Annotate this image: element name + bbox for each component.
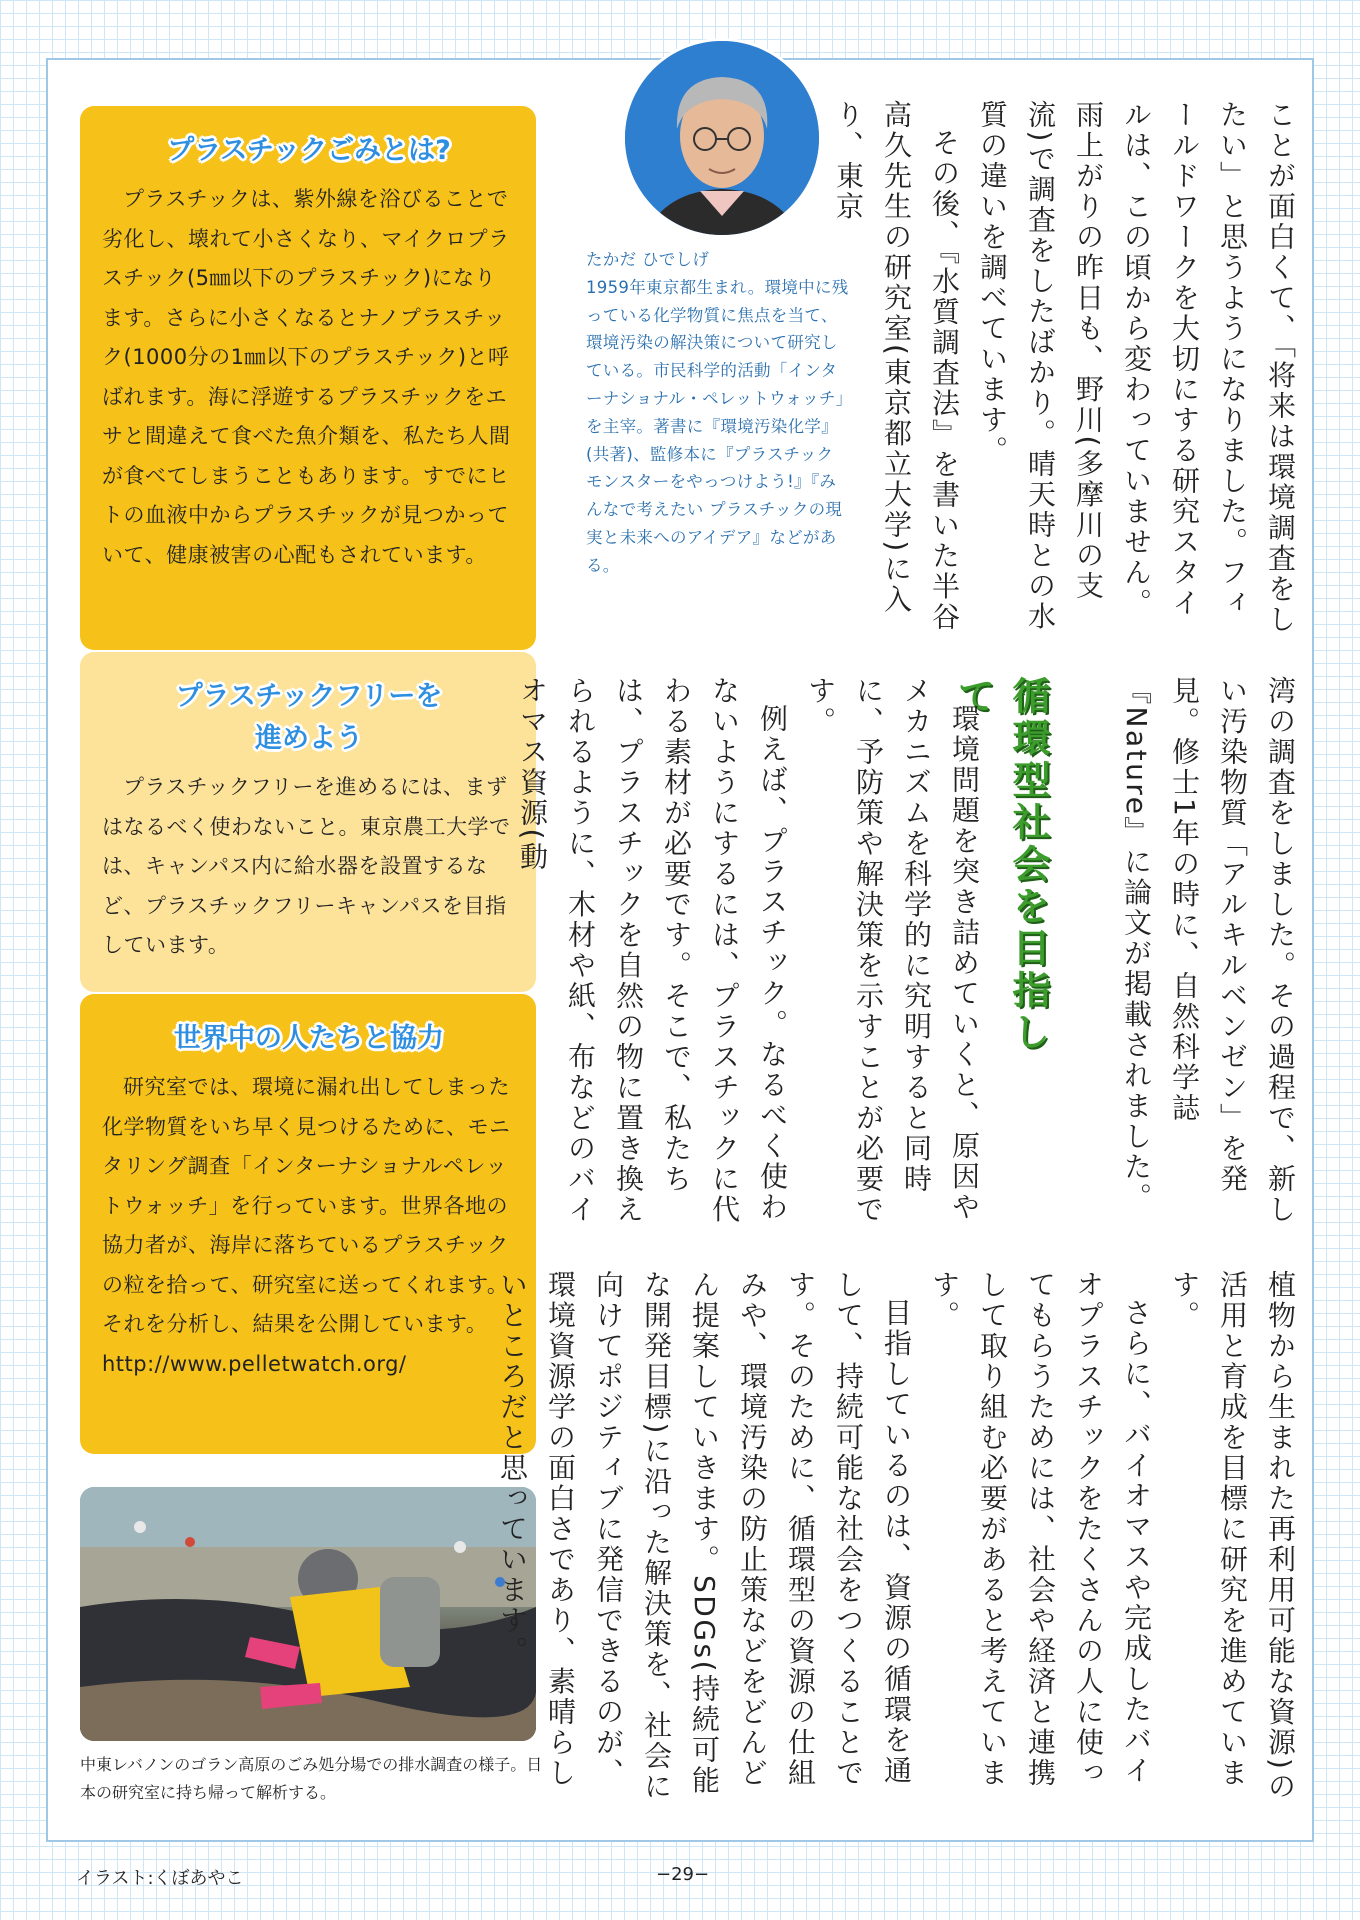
info-box-plastic-waste <box>80 106 536 650</box>
author-name: たかだ ひでしげ <box>586 250 710 269</box>
paragraph: その後、『水質調査法』を書いた半谷高久先生の研究室(東京都立大学)に入り、東京 <box>832 100 961 633</box>
field-survey-photo <box>80 1487 536 1741</box>
box-title: 世界中の人たちと協力 <box>174 1023 444 1054</box>
article-middle <box>1054 676 1304 1236</box>
paragraph: 目指しているのは、資源の循環を通して、持続可能な社会をつくることです。そのために、循環型の資源の仕組みや、環境汚染の防止策などをどんどん提案していきます。SDGs(持続可能な開発目標)に沿った解決策を、社会に向けてポジティブに発信できるのが、環境資源学の面白さであり、素晴らしいところだと思っています。 <box>496 1270 913 1802</box>
box-title-line2: 進めよう <box>255 723 363 754</box>
box-body: プラスチックフリーを進めるには、まずはなるべく使わないこと。東京農工大学では、キャンパス内に給水器を設置するなど、プラスチックフリーキャンパスを目指しています。 <box>102 775 511 957</box>
paragraph: ことが面白くて、「将来は環境調査をしたい」と思うようになりました。フィールドワークを大切にする研究スタイルは、この頃から変わっていません。雨上がりの昨日も、野川(多摩川の支流)で調査をしたばかり。晴天時との水質の違いを調べています。 <box>976 100 1297 635</box>
box-title-line1: プラスチックフリーを <box>175 681 443 712</box>
section-heading: 循環型社会を目指して <box>951 676 1050 1054</box>
box-title: プラスチックごみとは? <box>167 135 451 166</box>
illustrator-credit: イラスト:くぼあやこ <box>76 1868 244 1889</box>
page-number: −29− <box>656 1864 710 1885</box>
info-box-plastic-free <box>80 652 536 992</box>
box-title <box>102 676 516 760</box>
photo-caption: 中東レバノンのゴラン高原のごみ処分場での排水調査の様子。日本の研究室に持ち帰って解析する。 <box>80 1755 543 1802</box>
box-body: 研究室では、環境に漏れ出してしまった化学物質をいち早く見つけるために、モニタリング調査「インターナショナルペレットウォッチ」を行っています。世界各地の協力者が、海岸に落ちているプラスチックの粒を拾って、研究室に送ってくれます。それを分析し、結果を公開しています。 <box>102 1075 511 1336</box>
paragraph: 植物から生まれた再利用可能な資源)の活用と育成を目標に研究を進めています。 <box>1168 1270 1297 1802</box>
article-lower <box>496 1270 1304 1810</box>
box-body: プラスチックは、紫外線を浴びることで劣化し、壊れて小さくなり、マイクロプラスチック(5㎜以下のプラスチック)になります。さらに小さくなるとナノプラスチック(1000分の1㎜以下のプラスチック)と呼ばれます。海に浮遊するプラスチックをエサと間違えて食べた魚介類を、私たち人間が食べてしまうこともあります。すでにヒトの血液中からプラスチックが見つかっていて、健康被害の心配もされています。 <box>102 187 511 567</box>
paragraph: さらに、バイオマスや完成したバイオプラスチックをたくさんの人に使ってもらうためには、社会や経済と連携して取り組む必要があると考えています。 <box>928 1270 1153 1789</box>
author-bio-text: 1959年東京都生まれ。環境中に残っている化学物質に焦点を当て、環境汚染の解決策について研究している。市民科学的活動「インターナショナル・ペレットウォッチ」を主宰。著書に『環境汚染化学』(共著)、監修本に『プラスチックモンスターをやっつけよう!』『みんなで考えたい プラスチックの現実と未来へのアイデア』などがある。 <box>586 277 849 575</box>
paragraph: 湾の調査をしました。その過程で、新しい汚染物質「アルキルベンゼン」を発見。修士1年の時に、自然科学誌『Nature』に論文が掲載されました。 <box>1120 676 1297 1225</box>
article-middle-2 <box>516 676 988 1236</box>
info-box-cooperation <box>80 994 536 1454</box>
paragraph: 例えば、プラスチック。なるべく使わないようにするには、プラスチックに代わる素材が必要です。そこで、私たちは、プラスチックを自然の物に置き換えられるように、木材や紙、布などのバイオマス資源(動 <box>516 676 789 1225</box>
article-upper <box>734 100 1304 640</box>
paragraph: 環境問題を突き詰めていくと、原因やメカニズムを科学的に究明すると同時に、予防策や解決策を示すことが必要です。 <box>804 676 981 1225</box>
pelletwatch-link[interactable]: http://www.pelletwatch.org/ <box>102 1351 407 1376</box>
